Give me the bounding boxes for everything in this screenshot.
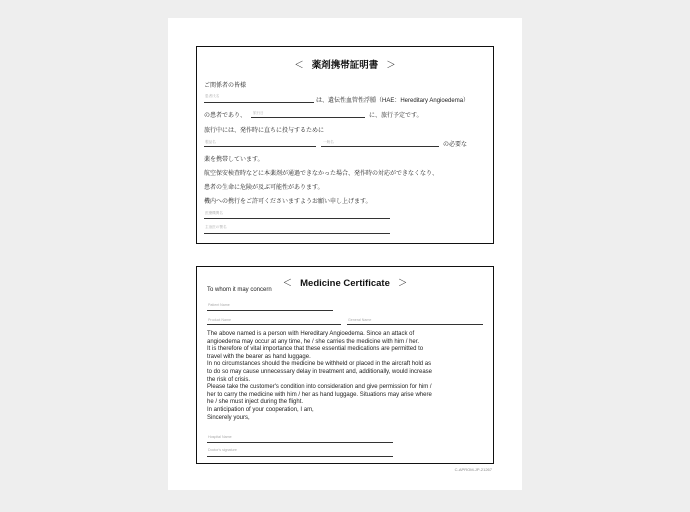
jp-carrying-text: 薬を携帯しています。 [204,157,264,163]
en-body-line: he / she must inject during the flight. [207,399,304,406]
jp-title-left-bracket: ＜ [294,60,304,71]
jp-salutation: ご関係者の皆様 [204,83,247,89]
en-hospital-field[interactable] [207,442,393,443]
jp-doctor-placeholder: 主治医の署名 [205,225,227,229]
jp-generic-name-placeholder: 一般名 [323,140,334,144]
en-body-line: Please take the customer's condition into consideration and give permission for him / [207,384,432,391]
jp-disease-text: は、遺伝性血管性浮腫（HAE：Hereditary Angioedema） [316,98,470,104]
en-body-line: It is therefore of vital importance that these essential medications are permitted to [207,346,424,353]
jp-doctor-signature-field[interactable] [204,233,390,234]
en-product-name-field[interactable] [207,324,341,325]
en-patient-name-field[interactable] [207,310,333,311]
en-body-line: the risk of crisis. [207,376,251,383]
en-product-name-placeholder: Product Name [208,318,231,322]
en-body-line: In no circumstances should the medicine be withheld or placed in the aircraft hold as [207,361,432,368]
jp-title [197,57,493,71]
jp-patient-of-text: の患者であり、 [204,113,247,119]
japanese-certificate-card [196,46,494,244]
en-generic-name-field[interactable] [347,324,483,325]
document-code: C-APROM-JP-21267 [454,467,492,472]
jp-travel-date-placeholder: 旅行日 [253,111,264,115]
en-body-line: to do so may cause unnecessary delay in treatment and, additionally, would increase [207,368,433,375]
jp-product-name-field[interactable] [204,146,316,147]
en-body-line: The above named is a person with Hereditary Angioedema. Since an attack of [207,331,415,337]
jp-paragraph-1: 航空保安検査時などに本薬剤が通過できなかった場合、発作時の対応ができなくなり、 [204,171,439,177]
en-body-text [207,331,487,422]
jp-paragraph-2: 患者の生命に危険が及ぶ可能性があります。 [204,185,324,191]
certificate-page [168,18,522,490]
jp-travel-date-field[interactable] [251,117,365,118]
en-body-line: Sincerely yours, [207,414,250,421]
en-body-line: her to carry the medicine with him / her as hand luggage. Situations may arise where [207,391,432,398]
jp-generic-name-field[interactable] [321,146,439,147]
en-body-line: In anticipation of your cooperation, I am, [207,406,314,413]
jp-product-name-placeholder: 製品名 [205,140,216,144]
jp-needed-text: の必要な [443,142,468,148]
jp-title-text: 薬剤携帯証明書 [311,60,379,71]
jp-during-trip-text: 旅行中には、発作時に直ちに投与するために [204,128,325,134]
jp-patient-name-field[interactable] [204,102,314,103]
english-certificate-card [196,266,494,464]
jp-patient-name-placeholder: 患者氏名 [205,94,220,98]
en-doctor-signature-field[interactable] [207,456,393,457]
en-doctor-placeholder: Doctor's signature [208,448,237,452]
en-patient-name-placeholder: Patient Name [208,303,230,307]
en-title-text: Medicine Certificate [300,278,390,289]
jp-hospital-placeholder: 医療機関名 [205,211,223,215]
en-hospital-placeholder: Hospital Name [208,435,232,439]
en-title-right-bracket: ＞ [397,278,408,289]
en-generic-name-placeholder: General Name [348,318,372,322]
jp-paragraph-3: 機内への携行をご許可くださいますようお願い申し上げます。 [204,199,372,205]
jp-hospital-field[interactable] [204,218,390,219]
en-to-whom: To whom it may concern [207,287,272,293]
en-body-line: angioedema may occur at any time, he / she carries the medicine with him / her. [207,338,420,345]
jp-title-right-bracket: ＞ [386,60,396,71]
jp-travel-plan-text: に、旅行予定です。 [369,113,423,119]
en-title-left-bracket: ＜ [282,278,293,289]
en-body-line: travel with the bearer as hand luggage. [207,353,311,360]
